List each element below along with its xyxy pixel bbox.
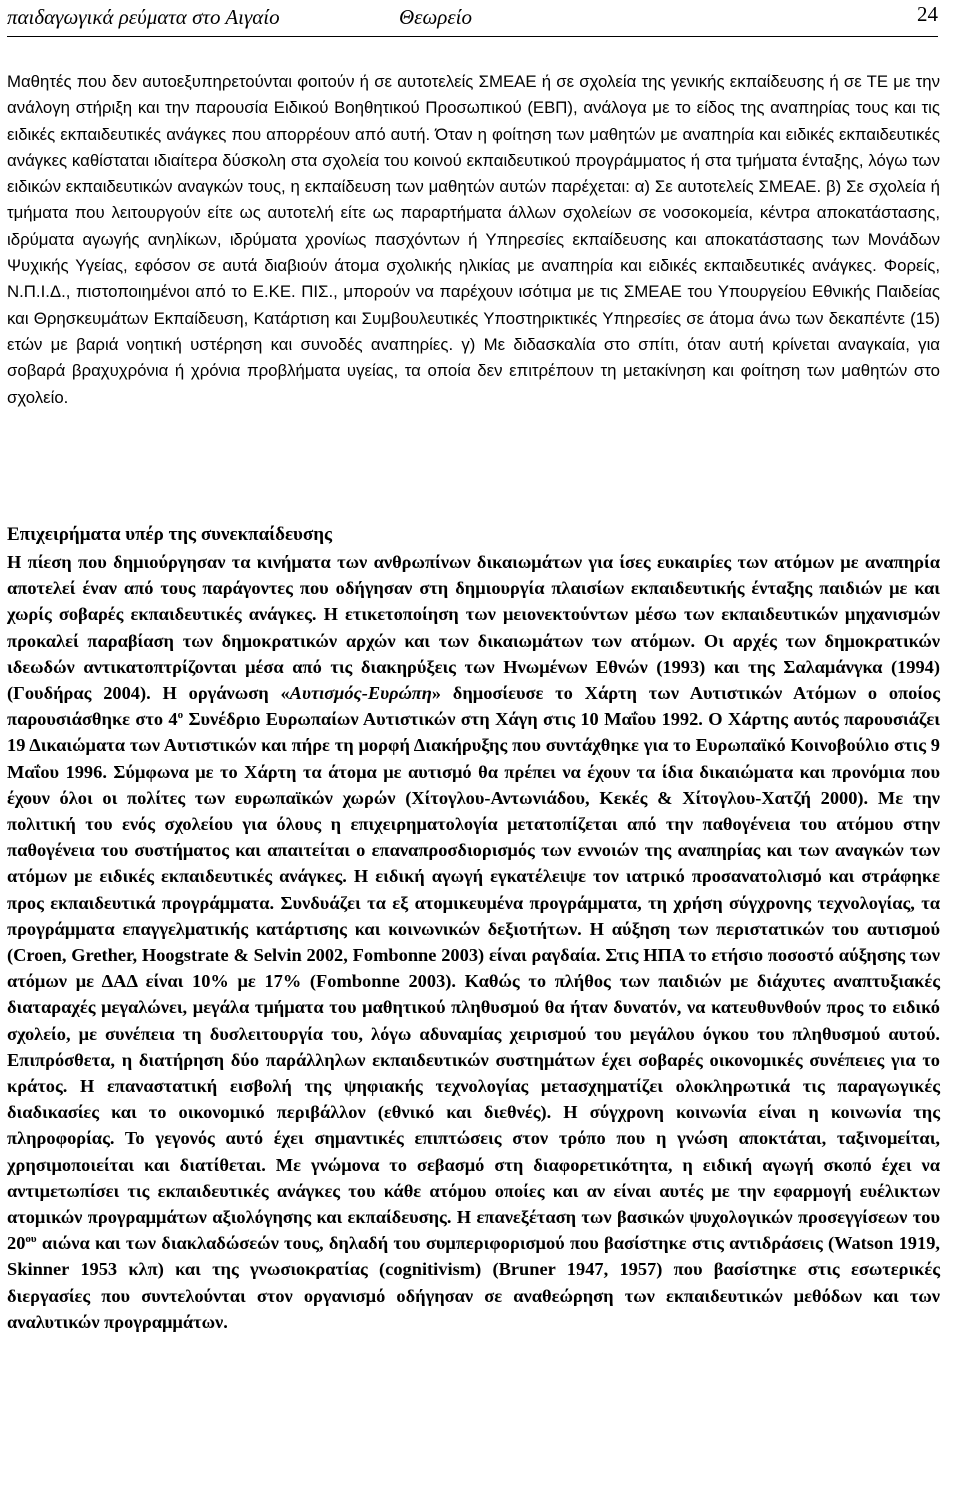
section-heading: Επιχειρήματα υπέρ της συνεκπαίδευσης [7, 524, 333, 545]
paragraph-2-text-b: » δημοσίευσε το Χάρτη των Αυτιστικών Ατόμων ο οποίος παρουσιάσθηκε στο 4 [7, 683, 940, 730]
ordinal-superscript-1: ο [177, 709, 184, 722]
header-journal-title: παιδαγωγικά ρεύματα στο Αιγαίο [7, 5, 280, 29]
paragraph-2-text-a: Η πίεση που δημιούργησαν τα κινήματα των ανθρωπίνων δικαιωμάτων για ίσες ευκαιρίες των ατόμων με αναπηρία αποτελεί έναν από τους παράγοντες που οδήγησαν στη δημιουργία πλαισίων εκπαιδευτικής ένταξης παιδιών με και χωρίς σοβαρές εκπαιδευτικές ανάγκες. Η ετικετοποίηση των μειονεκτούντων μέσω των εκπαιδευτικών μηχανισμών προκαλεί παραβίαση των δημοκρατικών αρχών και των δικαιωμάτων των ατόμων. Οι αρχές των δημοκρατικών ιδεωδών αντικατοπτρίζονται μέσα από τις διακηρύξεις των Ηνωμένων Εθνών (1993) και της Σαλαμάνγκα (1994) (Γουδήρας 2004). Η οργάνωση « [7, 552, 940, 704]
ordinal-superscript-2: ου [25, 1233, 37, 1246]
header-section-title: Θεωρείο [399, 5, 472, 29]
page-number: 24 [917, 2, 938, 26]
page-header [7, 2, 938, 37]
body-paragraph-1: Μαθητές που δεν αυτοεξυπηρετούνται φοιτούν ή σε αυτοτελείς ΣΜΕΑΕ ή σε σχολεία της γενικής εκπαίδευσης ή σε ΤΕ με την ανάλογη στήριξη και την παρουσία Ειδικού Βοηθητικού Προσωπικού (ΕΒΠ), ανάλογα με το είδος της αναπηρίας τους και τις ειδικές εκπαιδευτικές ανάγκες που απορρέουν από αυτή. Όταν η φοίτηση των μαθητών με αναπηρία και ειδικές εκπαιδευτικές ανάγκες καθίσταται ιδιαίτερα δύσκολη στα σχολεία του κοινού εκπαιδευτικού προγράμματος ή στα τμήματα ένταξης, λόγω των ειδικών εκπαιδευτικών αναγκών τους, η εκπαίδευση των μαθητών αυτών παρέχεται: α) Σε αυτοτελείς ΣΜΕΑΕ. β) Σε σχολεία ή τμήματα που λειτουργούν είτε ως αυτοτελή είτε ως παραρτήματα άλλων σχολείων σε νοσοκομεία, κέντρα αποκατάστασης, ιδρύματα αγωγής ανηλίκων, ιδρύματα χρονίως πασχόντων ή Υπηρεσίες εκπαίδευσης και αποκατάστασης των Μονάδων Ψυχικής Υγείας, εφόσον σε αυτά διαβιούν άτομα σχολικής ηλικίας με αναπηρία και ειδικές εκπαιδευτικές ανάγκες. Φορείς, Ν.Π.Ι.Δ., πιστοποιημένοι από το Ε.ΚΕ. ΠΙΣ., μπορούν να παρέχουν ισότιμα με τις ΣΜΕΑΕ του Υπουργείου Εθνικής Παιδείας και Θρησκευμάτων Εκπαίδευση, Κατάρτιση και Συμβουλευτικές Υποστηρικτικές Υπηρεσίες σε άτομα άνω των δεκαπέντε (15) ετών με βαριά νοητική υστέρηση και συνοδές αναπηρίες. γ) Με διδασκαλία στο σπίτι, όταν αυτή κρίνεται αναγκαία, για σοβαρά βραχυχρόνια ή χρόνια προβλήματα υγείας, τα οποία δεν επιτρέπουν τη μετακίνηση και φοίτηση των μαθητών στο σχολείο. [7, 72, 940, 407]
organization-name: Αυτισμός-Ευρώπη [289, 683, 432, 704]
paragraph-2-text-d: αιώνα και των διακλαδώσεών τους, δηλαδή του συμπεριφορισμού που βασίστηκε στις αντιδράσεις (Watson 1919, Skinner 1953 κλπ) και της γνωσιοκρατίας (cognitivism) (Bruner 1947, 1957) που βασίστηκε στις εσωτερικές διεργασίες που συντελούνται στον οργανισμό οδήγησαν σε αναθεώρηση των εκπαιδευτικών μεθόδων και των αναλυτικών προγραμμάτων. [7, 1233, 940, 1332]
body-paragraph-2 [7, 549, 940, 1335]
paragraph-2-text-c: Συνέδριο Ευρωπαίων Αυτιστικών στη Χάγη στις 10 Μαΐου 1992. Ο Χάρτης αυτός παρουσιάζει 19 Δικαιώματα των Αυτιστικών και πήρε τη μορφή Διακήρυξης που συντάχθηκε για το Ευρωπαϊκό Κοινοβούλιο στις 9 Μαΐου 1996. Σύμφωνα με το Χάρτη τα άτομα με αυτισμό θα πρέπει να έχουν τα ίδια δικαιώματα και προνόμια που έχουν όλοι οι πολίτες των ευρωπαϊκών χωρών (Χίτογλου-Αντωνιάδου, Κεκές & Χίτογλου-Χατζή 2000). Με την πολιτική του ενός σχολείου για όλους η επιχειρηματολογία μετατοπίζεται από την παθογένεια του ατόμου στην παθογένεια του συστήματος και απαιτείται ο επαναπροσδιορισμός των εννοιών της αναπηρίας και των αναγκών των ατόμων με ειδικές εκπαιδευτικές ανάγκες. Η ειδική αγωγή εγκατέλειψε τον ιατρικό προσανατολισμό και στράφηκε προς εκπαιδευτικά προγράμματα. Συνδυάζει τα εξ ατομικευμένα προγράμματα, τη χρήση σύγχρονης τεχνολογίας, τα προγράμματα επαγγελματικής κατάρτισης και κοινωνικών δεξιοτήτων. Η αύξηση των περιστατικών του αυτισμού (Croen, Grether, Hoogstrate & Selvin 2002, Fombonne 2003) είναι ραγδαία. Στις ΗΠΑ το ετήσιο ποσοστό αύξησης των ατόμων με ΔΑΔ είναι 10% με 17% (Fombonne 2003). Καθώς το πλήθος των παιδιών με διάχυτες αναπτυξιακές διαταραχές μεγαλώνει, μεγάλα τμήματα του μαθητικού πληθυσμού θα ήταν δυνατόν, να κατευθυνθούν προς το ειδικό σχολείο, με συνέπεια τη δυσλειτουργία του, λόγω αδυναμίας χειρισμού του μεγάλου όγκου του πληθυσμού αυτού. Επιπρόσθετα, η διατήρηση δύο παράλληλων εκπαιδευτικών συστημάτων έχει σοβαρές οικονομικές συνέπειες για το κράτος. Η επαναστατική εισβολή της ψηφιακής τεχνολογίας μετασχηματίζει ολοκληρωτικά τις παραγωγικές διαδικασίες και το οικονομικό περιβάλλον (εθνικό και διεθνές). Η σύγχρονη κοινωνία είναι η κοινωνία της πληροφορίας. Το γεγονός αυτό έχει σημαντικές επιπτώσεις στον τρόπο που η γνώση αποκτάται, ταξινομείται, χρησιμοποιείται και διατίθεται. Με γνώμονα το σεβασμό στη διαφορετικότητα, η ειδική αγωγή σκοπό έχει να αντιμετωπίσει τις εκπαιδευτικές ανάγκες του κάθε ατόμου οποίες και αν είναι αυτές με την εφαρμογή ευέλικτων ατομικών προγραμμάτων αξιολόγησης και εκπαίδευσης. Η επανεξέταση των βασικών ψυχολογικών προσεγγίσεων του 20 [7, 709, 940, 1254]
